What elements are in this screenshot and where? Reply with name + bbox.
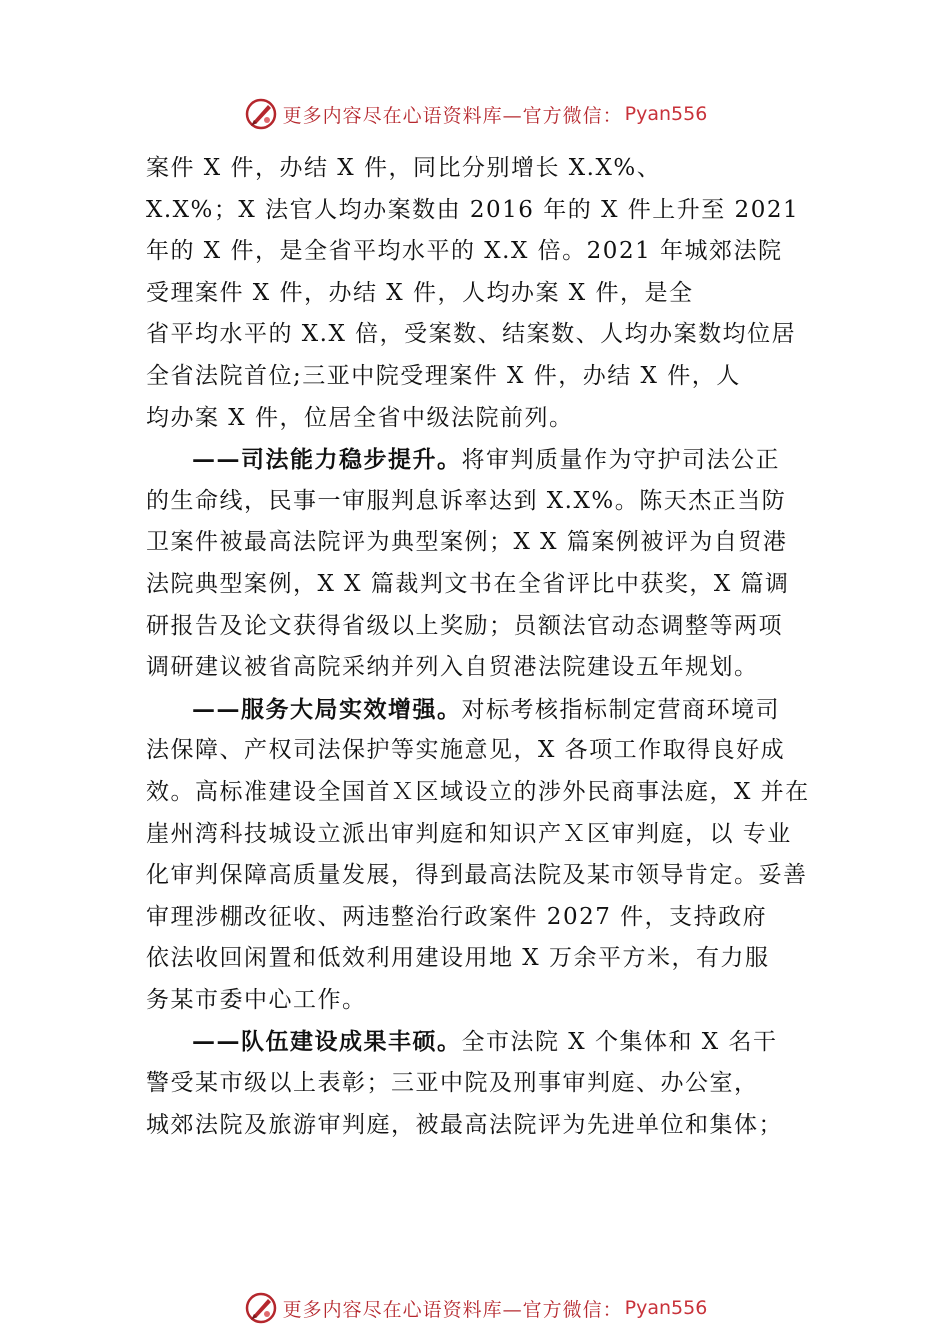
text-span: 对标考核指标制定营商环境司 [461, 696, 780, 723]
text-line: 城郊法院及旅游审判庭，被最高法院评为先进单位和集体； [146, 1111, 783, 1138]
text-line: 的生命线，民事一审服判息诉率达到 X.X%。陈天杰正当防 [146, 487, 787, 514]
text-line: X.X%；X 法官人均办案数由 2016 年的 X 件上升至 2021 [146, 196, 800, 223]
text-line: 警受某市级以上表彰；三亚中院及刑事审判庭、办公室， [146, 1070, 759, 1097]
paragraph-team-building-first-line [146, 1021, 836, 1063]
text-line: 均办案 X 件，位居全省中级法院前列。 [146, 404, 574, 431]
banner-wechat-handle: Pyan556 [624, 103, 708, 125]
paragraph-heading: ——队伍建设成果丰硕。 [192, 1028, 462, 1056]
text-line: 法保障、产权司法保护等实施意见，X 各项工作取得良好成 [146, 737, 786, 764]
text-span: 将审判质量作为守护司法公正 [461, 447, 780, 474]
header-banner [0, 92, 950, 136]
document-body [146, 148, 836, 1146]
banner-text: 更多内容尽在心语资料库—官方微信： [282, 104, 623, 127]
text-line: 卫案件被最高法院评为典型案例；X X 篇案例被评为自贸港 [146, 529, 788, 556]
text-line: 化审判保障高质量发展，得到最高法院及某市领导肯定。妥善 [146, 862, 808, 889]
paragraph-judicial-capability-first-line [146, 439, 836, 481]
banner-text: 更多内容尽在心语资料库—官方微信： [282, 1298, 623, 1321]
text-line: 依法收回闲置和低效利用建设用地 X 万余平方米，有力服 [146, 945, 770, 972]
text-line: 年的 X 件，是全省平均水平的 X.X 倍。2021 年城郊法院 [146, 238, 783, 265]
text-line: 全省法院首位;三亚中院受理案件 X 件，办结 X 件，人 [146, 362, 741, 389]
paragraph-heading: ——服务大局实效增强。 [192, 695, 462, 723]
text-line: 研报告及论文获得省级以上奖励；员额法官动态调整等两项 [146, 612, 783, 639]
text-span: 全市法院 X 个集体和 X 名干 [461, 1029, 778, 1056]
text-line: 省平均水平的 X.X 倍，受案数、结案数、人均办案数均位居 [146, 321, 797, 348]
text-line: 受理案件 X 件，办结 X 件，人均办案 X 件，是全 [146, 279, 694, 306]
footer-banner [0, 1286, 950, 1330]
text-line: 审理涉棚改征收、两违整治行政案件 2027 件，支持政府 [146, 903, 768, 930]
text-line: 法院典型案例，X X 篇裁判文书在全省评比中获奖，X 篇调 [146, 570, 790, 597]
text-line: 崖州湾科技城设立派出审判庭和知识产Ｘ区审判庭，以 专业 [146, 820, 792, 847]
brand-logo-icon [243, 96, 279, 132]
text-line: 调研建议被省高院采纳并列入自贸港法院建设五年规划。 [146, 654, 759, 681]
text-line: 务某市委中心工作。 [146, 986, 367, 1013]
banner-wechat-handle: Pyan556 [624, 1297, 708, 1319]
brand-logo-icon [243, 1290, 279, 1326]
text-line: 效。高标准建设全国首Ｘ区域设立的涉外民商事法庭，X 并在 [146, 778, 810, 805]
text-line: 案件 X 件，办结 X 件，同比分别增长 X.X%、 [146, 155, 662, 181]
paragraph-service-overall-first-line [146, 689, 836, 731]
paragraph-heading: ——司法能力稳步提升。 [192, 446, 462, 474]
